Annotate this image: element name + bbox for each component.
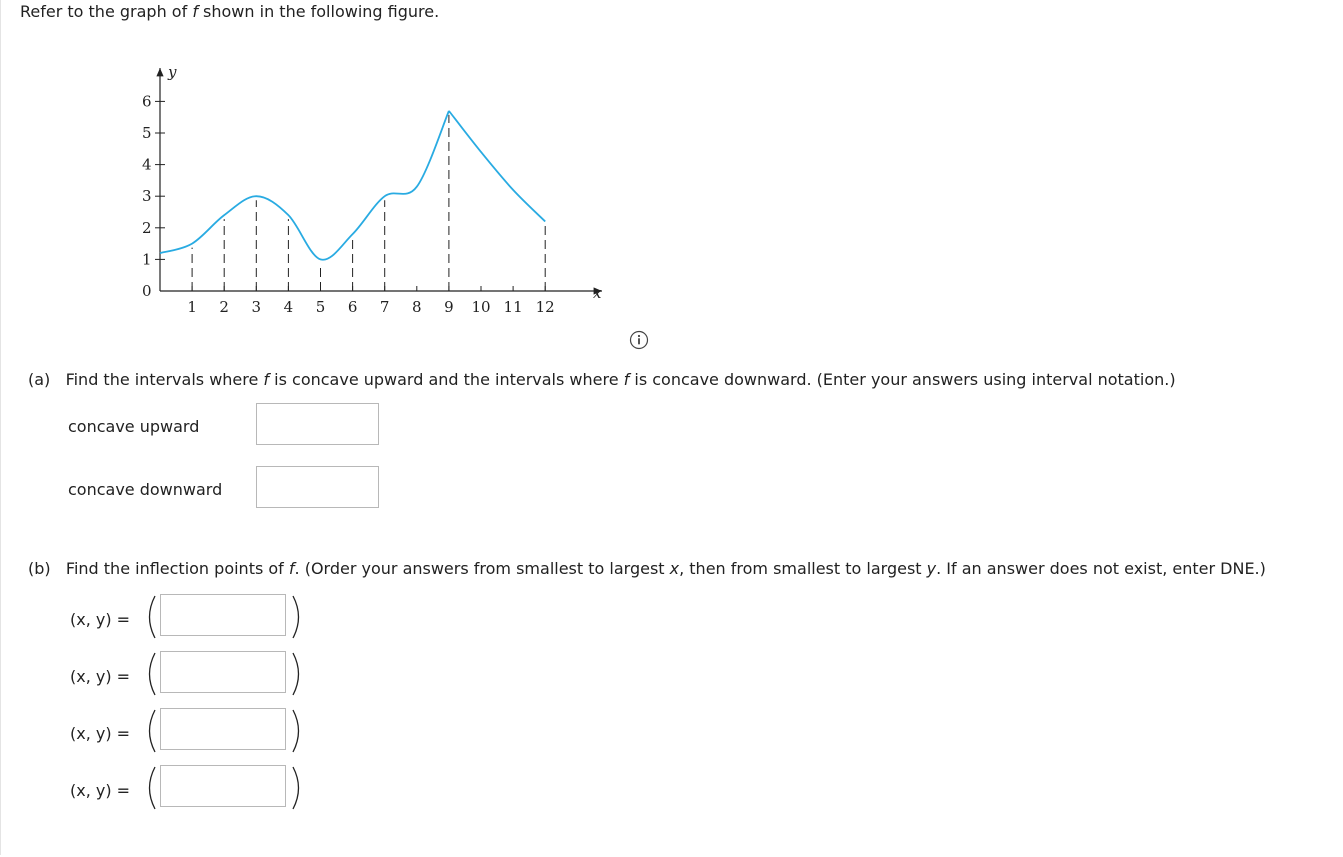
x-tick-label: 2 (219, 298, 229, 316)
inflection-point-input-4[interactable] (160, 765, 286, 807)
x-tick-label: 3 (251, 298, 262, 316)
x-axis-label: x (593, 284, 602, 302)
y-tick-label: 5 (142, 124, 152, 142)
y-tick-label: 4 (142, 155, 152, 174)
right-paren-icon (290, 594, 306, 640)
inflection-point-input-2[interactable] (160, 651, 286, 693)
y-tick-label: 3 (142, 187, 152, 206)
x-tick-label: 9 (444, 298, 454, 316)
y-axis-label: y (168, 63, 177, 81)
concave-upward-label: concave upward (68, 417, 200, 436)
x-tick-label: 8 (412, 298, 422, 316)
inflection-point-input-3[interactable] (160, 708, 286, 750)
dashed-guides (192, 115, 545, 291)
xy-label: (x, y) = (70, 667, 131, 686)
part-a-question: (a) Find the intervals where f is concave upward and the intervals where f is concave downward. (Enter your answers using interval notation.) (28, 370, 1176, 389)
function-curve (160, 111, 545, 260)
left-paren-icon (142, 708, 158, 754)
x-tick-label: 12 (535, 298, 555, 316)
concave-upward-input[interactable] (256, 403, 379, 445)
xy-label: (x, y) = (70, 724, 131, 743)
left-paren-icon (142, 651, 158, 697)
y-tick-label: 6 (142, 92, 152, 111)
question-prompt: Refer to the graph of f shown in the following figure. (20, 2, 440, 21)
x-tick-label: 6 (347, 298, 358, 316)
left-paren-icon (142, 594, 158, 640)
x-tick-label: 7 (379, 298, 390, 316)
x-tick-label: 11 (503, 298, 523, 316)
right-paren-icon (290, 708, 306, 754)
info-circle-icon[interactable] (629, 330, 649, 350)
xy-label: (x, y) = (70, 610, 131, 629)
y-ticks (142, 92, 165, 300)
y-tick-label: 0 (142, 282, 152, 300)
y-tick-label: 1 (142, 250, 152, 269)
x-tick-label: 4 (283, 298, 294, 316)
right-paren-icon (290, 765, 306, 811)
concave-downward-input[interactable] (256, 466, 379, 508)
left-paren-icon (142, 765, 158, 811)
y-tick-label: 2 (142, 218, 152, 237)
xy-label: (x, y) = (70, 781, 131, 800)
x-tick-label: 1 (187, 298, 197, 316)
function-graph (130, 62, 610, 327)
inflection-point-input-1[interactable] (160, 594, 286, 636)
concave-downward-label: concave downward (68, 480, 223, 499)
part-b-question: (b) Find the inflection points of f. (Order your answers from smallest to largest x, then from smallest to largest y. If an answer does not exist, enter DNE.) (28, 559, 1266, 578)
x-tick-label: 10 (471, 298, 491, 316)
right-paren-icon (290, 651, 306, 697)
x-tick-label: 5 (315, 298, 326, 316)
